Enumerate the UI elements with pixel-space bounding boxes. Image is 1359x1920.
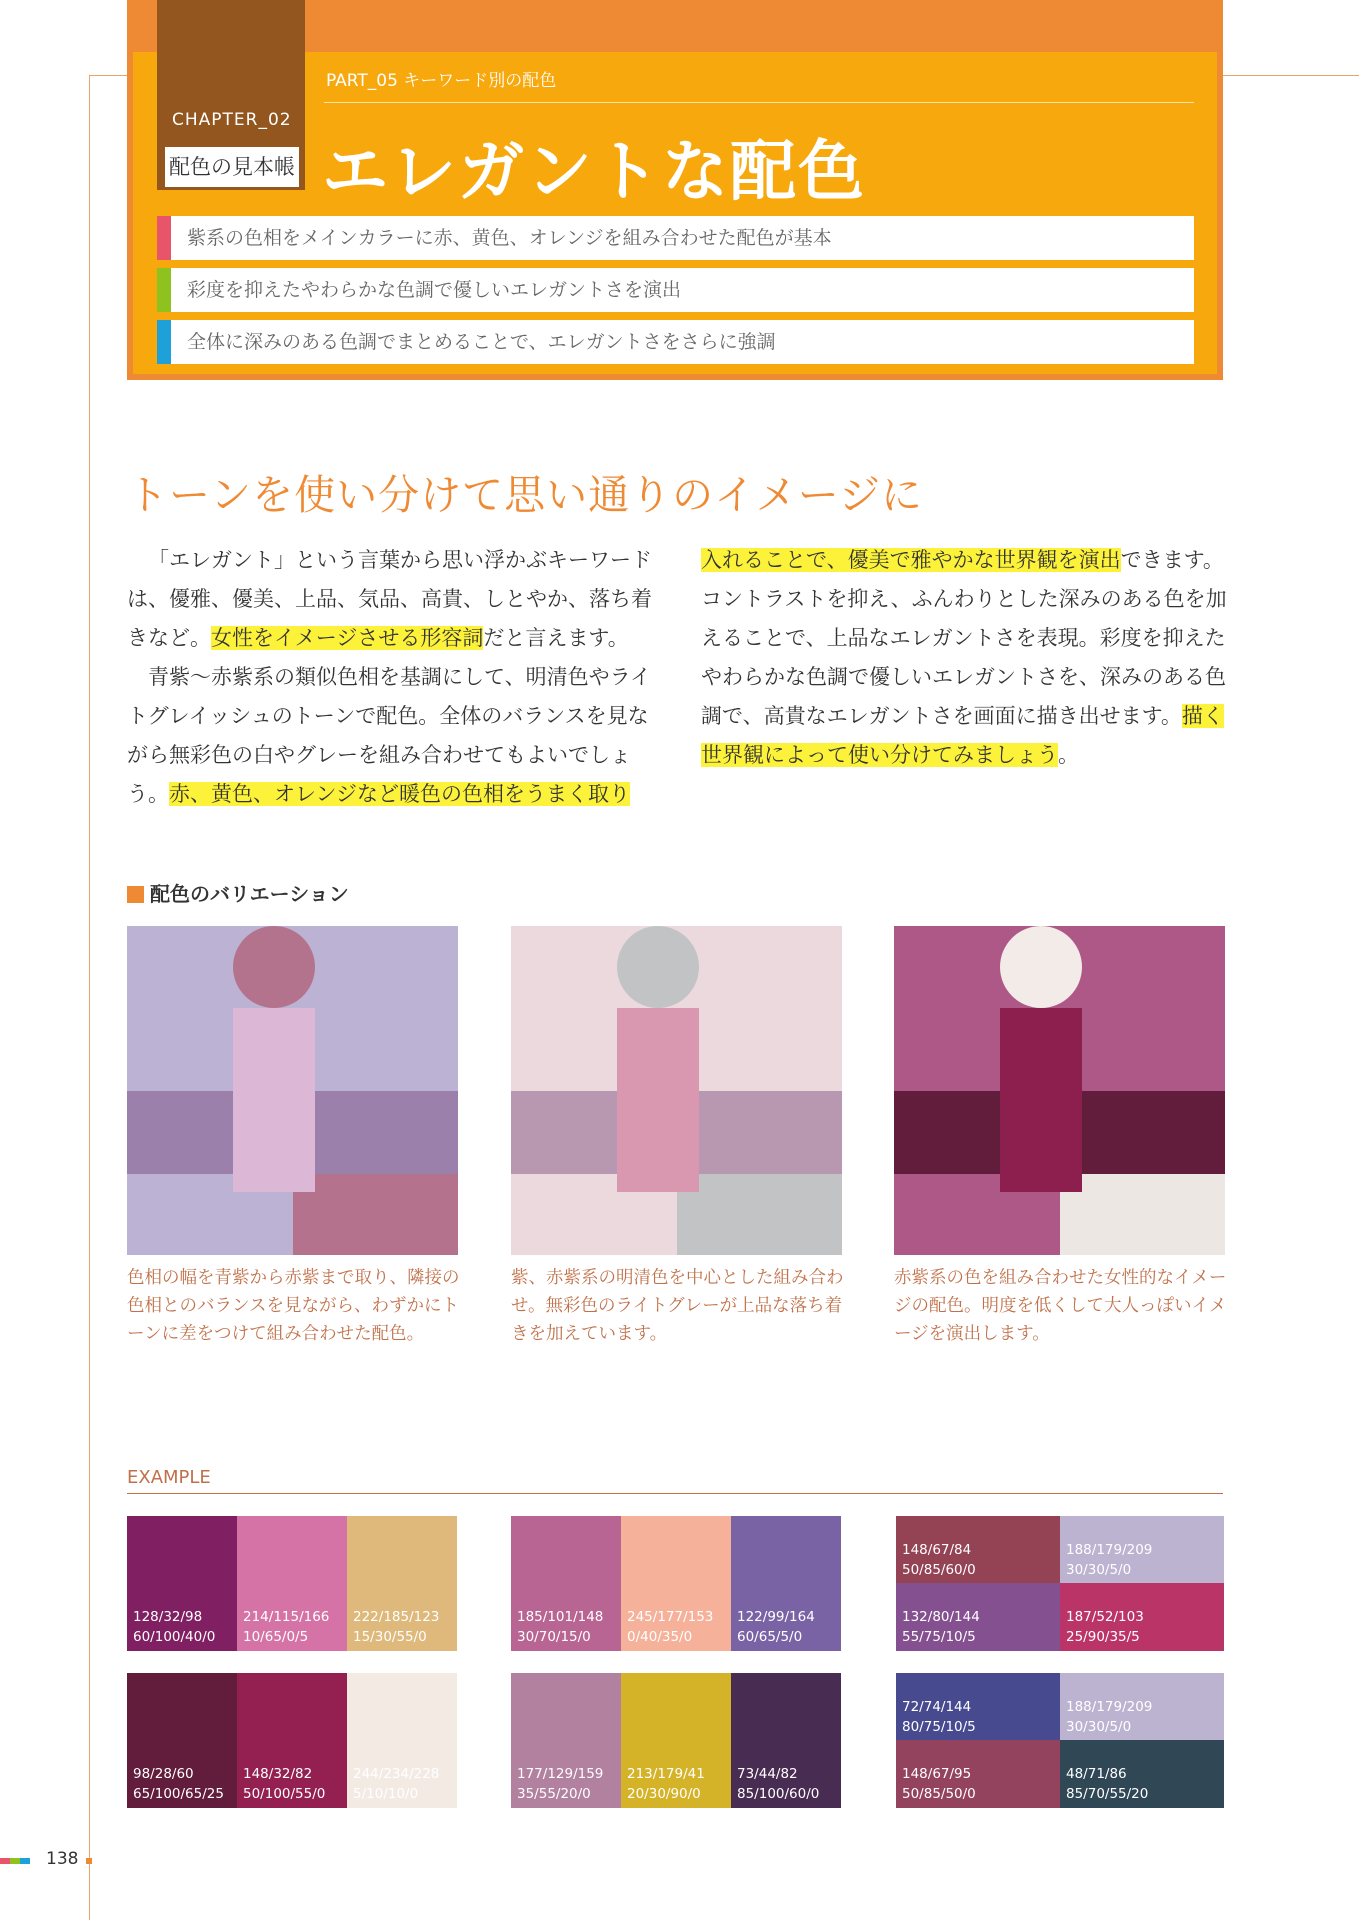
color-swatch — [621, 1673, 731, 1808]
illus-figure-body — [1000, 1008, 1082, 1192]
swatch-rgb: 188/179/209 — [1066, 1699, 1153, 1715]
swatch-cmyk: 30/30/5/0 — [1066, 1719, 1132, 1735]
illus-bottom-right — [1060, 1174, 1225, 1255]
swatch-cmyk: 65/100/65/25 — [133, 1786, 224, 1802]
swatch-rgb: 185/101/148 — [517, 1609, 604, 1625]
swatch-cmyk: 50/100/55/0 — [243, 1786, 326, 1802]
color-illustration — [127, 926, 458, 1255]
margin-line — [1223, 75, 1359, 76]
illus-figure-body — [233, 1008, 315, 1192]
key-point-bar — [157, 268, 171, 312]
illus-bottom-right — [677, 1174, 842, 1255]
swatch-cmyk: 20/30/90/0 — [627, 1786, 701, 1802]
swatch-cmyk: 35/55/20/0 — [517, 1786, 591, 1802]
color-swatch — [127, 1516, 237, 1651]
illus-figure-body — [617, 1008, 699, 1192]
swatch-rgb: 245/177/153 — [627, 1609, 714, 1625]
color-swatch — [511, 1673, 621, 1808]
part-divider — [324, 102, 1194, 103]
swatch-rgb: 72/74/144 — [902, 1699, 972, 1715]
margin-line — [89, 75, 90, 1920]
swatch-cmyk: 30/70/15/0 — [517, 1629, 591, 1645]
color-swatch — [511, 1516, 621, 1651]
color-swatch — [621, 1516, 731, 1651]
swatch-cmyk: 85/100/60/0 — [737, 1786, 820, 1802]
key-point-text: 全体に深みのある色調でまとめることで、エレガントさをさらに強調 — [187, 331, 776, 353]
example-divider — [127, 1493, 1223, 1494]
illus-figure-head — [617, 926, 699, 1008]
swatch-rgb: 214/115/166 — [243, 1609, 330, 1625]
swatch-rgb: 148/32/82 — [243, 1766, 313, 1782]
body-paragraph: 「エレガント」という言葉から思い浮かぶキーワードは、優雅、優美、上品、気品、高貴、しとやか、落ち着きなど。女性をイメージさせる形容詞だと言えます。 — [127, 548, 652, 650]
color-swatch — [896, 1673, 1060, 1741]
swatch-rgb: 73/44/82 — [737, 1766, 798, 1782]
footer-color-bar — [20, 1858, 30, 1864]
color-swatch — [347, 1516, 457, 1651]
illus-bottom-right — [293, 1174, 458, 1255]
variation-heading: 配色のバリエーション — [127, 878, 349, 907]
swatch-cmyk: 60/100/40/0 — [133, 1629, 216, 1645]
color-swatch — [1060, 1740, 1224, 1808]
body-paragraph: 青紫〜赤紫系の類似色相を基調にして、明清色やライトグレイッシュのトーンで配色。全体のバランスを見ながら無彩色の白やグレーを組み合わせてもよいでしょう。赤、黄色、オレンジなど暖色の色相をうまく取り — [127, 665, 651, 806]
color-swatch — [731, 1516, 841, 1651]
page-title: エレガントな配色 — [322, 133, 866, 210]
swatch-cmyk: 80/75/10/5 — [902, 1719, 976, 1735]
highlight: 描く世界観によって使い分けてみましょう — [701, 704, 1224, 767]
color-swatch — [127, 1673, 237, 1808]
swatch-cmyk: 30/30/5/0 — [1066, 1562, 1132, 1578]
color-swatch — [1060, 1673, 1224, 1741]
highlight: 入れることで、優美で雅やかな世界観を演出 — [701, 548, 1121, 572]
illus-figure-head — [233, 926, 315, 1008]
swatch-rgb: 187/52/103 — [1066, 1609, 1144, 1625]
swatch-rgb: 148/67/84 — [902, 1542, 972, 1558]
swatch-cmyk: 15/30/55/0 — [353, 1629, 427, 1645]
highlight: 女性をイメージさせる形容詞 — [211, 626, 484, 650]
swatch-cmyk: 85/70/55/20 — [1066, 1786, 1149, 1802]
swatch-rgb: 177/129/159 — [517, 1766, 604, 1782]
swatch-cmyk: 0/40/35/0 — [627, 1629, 693, 1645]
color-swatch — [1060, 1516, 1224, 1584]
example-label: EXAMPLE — [127, 1467, 211, 1488]
key-point — [157, 268, 1194, 312]
highlight: 赤、黄色、オレンジなど暖色の色相をうまく取り — [169, 782, 630, 806]
variation-caption: 赤紫系の色を組み合わせた女性的なイメージの配色。明度を低くして大人っぽいイメージを演出します。 — [894, 1268, 1227, 1344]
key-point-text: 紫系の色相をメインカラーに赤、黄色、オレンジを組み合わせた配色が基本 — [187, 227, 832, 249]
color-swatch — [347, 1673, 457, 1808]
margin-line — [89, 75, 127, 76]
color-illustration — [511, 926, 842, 1255]
swatch-rgb: 128/32/98 — [133, 1609, 203, 1625]
swatch-rgb: 132/80/144 — [902, 1609, 980, 1625]
color-illustration — [894, 926, 1225, 1255]
footer-dot — [86, 1858, 92, 1864]
key-point-text: 彩度を抑えたやわらかな色調で優しいエレガントさを演出 — [187, 279, 682, 301]
swatch-rgb: 222/185/123 — [353, 1609, 440, 1625]
swatch-rgb: 48/71/86 — [1066, 1766, 1127, 1782]
square-icon — [127, 886, 144, 903]
part-label: PART_05 キーワード別の配色 — [326, 71, 557, 91]
swatch-rgb: 244/234/228 — [353, 1766, 440, 1782]
illus-figure-head — [1000, 926, 1082, 1008]
body-column-left — [127, 541, 657, 814]
swatch-rgb: 213/179/41 — [627, 1766, 705, 1782]
page-number: 138 — [46, 1849, 79, 1869]
swatch-rgb: 122/99/164 — [737, 1609, 815, 1625]
color-swatch — [731, 1673, 841, 1808]
color-swatch — [896, 1740, 1060, 1808]
body-column-right — [701, 541, 1231, 775]
color-swatch — [896, 1516, 1060, 1584]
color-swatch — [237, 1516, 347, 1651]
color-swatch — [896, 1583, 1060, 1651]
body-paragraph: 入れることで、優美で雅やかな世界観を演出できます。コントラストを抑え、ふんわりとした深みのある色を加えることで、上品なエレガントさを表現。彩度を抑えたやわらかな色調で優しいエレガントさを、深みのある色調で、高貴なエレガントさを画面に描き出せます。描く世界観によって使い分けてみましょう。 — [701, 548, 1227, 767]
footer-color-bar — [0, 1858, 10, 1864]
variation-caption: 色相の幅を青紫から赤紫まで取り、隣接の色相とのバランスを見ながら、わずかにトーンに差をつけて組み合わせた配色。 — [127, 1268, 460, 1344]
swatch-cmyk: 50/85/50/0 — [902, 1786, 976, 1802]
swatch-cmyk: 10/65/0/5 — [243, 1629, 309, 1645]
swatch-cmyk: 5/10/10/0 — [353, 1786, 419, 1802]
chapter-box: 配色の見本帳 — [163, 145, 301, 189]
variation-caption: 紫、赤紫系の明清色を中心とした組み合わせ。無彩色のライトグレーが上品な落ち着きを加えています。 — [511, 1268, 844, 1344]
swatch-rgb: 148/67/95 — [902, 1766, 972, 1782]
key-point-bar — [157, 216, 171, 260]
chapter-label: CHAPTER_02 — [172, 110, 292, 130]
key-point — [157, 320, 1194, 364]
swatch-rgb: 98/28/60 — [133, 1766, 194, 1782]
swatch-cmyk: 55/75/10/5 — [902, 1629, 976, 1645]
key-point — [157, 216, 1194, 260]
key-point-bar — [157, 320, 171, 364]
swatch-cmyk: 60/65/5/0 — [737, 1629, 803, 1645]
section-title: トーンを使い分けて思い通りのイメージに — [127, 471, 923, 519]
swatch-cmyk: 25/90/35/5 — [1066, 1629, 1140, 1645]
color-swatch — [237, 1673, 347, 1808]
footer-color-bar — [10, 1858, 20, 1864]
swatch-cmyk: 50/85/60/0 — [902, 1562, 976, 1578]
swatch-rgb: 188/179/209 — [1066, 1542, 1153, 1558]
color-swatch — [1060, 1583, 1224, 1651]
